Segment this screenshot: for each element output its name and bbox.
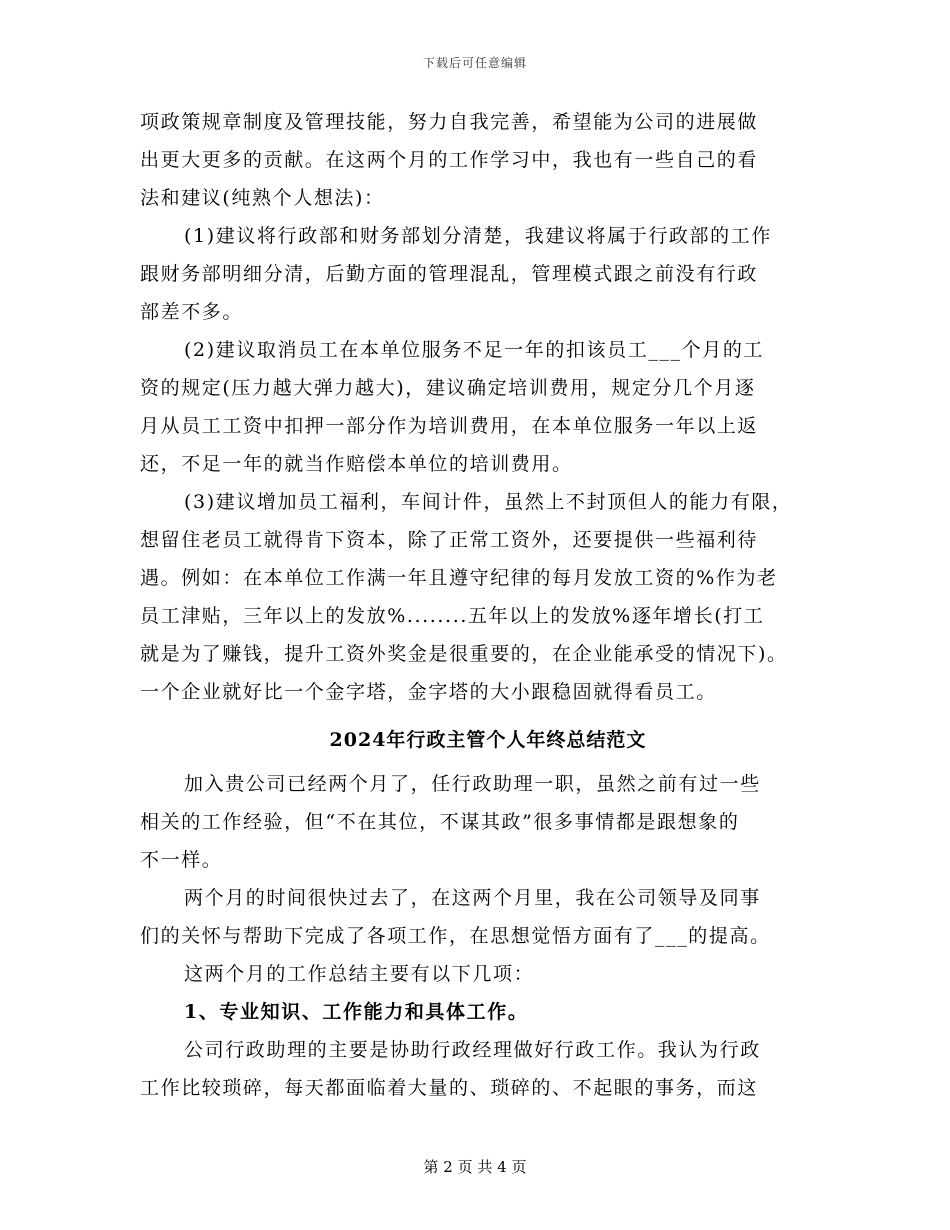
header-note: 下载后可任意编辑 bbox=[422, 56, 527, 70]
text-line: 遇。例如：在本单位工作满一年且遵守纪律的每月发放工资的%作为老 bbox=[140, 567, 778, 589]
text-line: 不一样。 bbox=[140, 849, 223, 871]
text-line: 出更大更多的贡献。在这两个月的工作学习中，我也有一些自己的看 bbox=[140, 149, 759, 171]
section-subheading: 1、专业知识、工作能力和具体工作。 bbox=[184, 1001, 529, 1023]
text-line: (3)建议增加员工福利，车间计件，虽然上不封顶但人的能力有限， bbox=[184, 491, 793, 513]
text-line: 部差不多。 bbox=[140, 301, 244, 323]
text-line: 加入贵公司已经两个月了，任行政助理一职，虽然之前有过一些 bbox=[184, 773, 761, 795]
text-line: 月从员工工资中扣押一部分作为培训费用，在本单位服务一年以上返 bbox=[140, 415, 759, 437]
text-line: 项政策规章制度及管理技能，努力自我完善，希望能为公司的进展做 bbox=[140, 111, 759, 133]
page-body bbox=[140, 103, 812, 1107]
text-line: 两个月的时间很快过去了，在这两个月里，我在公司领导及同事 bbox=[184, 887, 761, 909]
text-line: 还，不足一年的就当作赔偿本单位的培训费用。 bbox=[140, 453, 573, 475]
paragraph-5 bbox=[140, 765, 812, 879]
text-line: 相关的工作经验，但“不在其位，不谋其政”很多事情都是跟想象的 bbox=[140, 811, 740, 833]
paragraph-4 bbox=[140, 483, 812, 711]
paragraph-2 bbox=[140, 217, 812, 331]
text-line: 一个企业就好比一个金字塔，金字塔的大小跟稳固就得看员工。 bbox=[140, 681, 717, 703]
paragraph-1 bbox=[140, 103, 812, 217]
text-line: 资的规定(压力越大弹力越大)，建议确定培训费用，规定分几个月逐 bbox=[140, 377, 756, 399]
text-line: (2)建议取消员工在本单位服务不足一年的扣该员工___个月的工 bbox=[184, 339, 765, 361]
paragraph-8 bbox=[140, 1031, 812, 1107]
paragraph-7 bbox=[140, 955, 812, 993]
text-line: 就是为了赚钱，提升工资外奖金是很重要的，在企业能承受的情况下)。 bbox=[140, 643, 788, 665]
text-line: 员工津贴，三年以上的发放%........五年以上的发放%逐年增长(打工 bbox=[140, 605, 765, 627]
text-line: 法和建议(纯熟个人想法)： bbox=[140, 187, 385, 209]
text-line: 工作比较琐碎，每天都面临着大量的、琐碎的、不起眼的事务，而这 bbox=[140, 1077, 759, 1099]
text-line: 想留住老员工就得肯下资本，除了正常工资外，还要提供一些福利待 bbox=[140, 529, 759, 551]
text-line: (1)建议将行政部和财务部划分清楚，我建议将属于行政部的工作 bbox=[184, 225, 772, 247]
text-line: 跟财务部明细分清，后勤方面的管理混乱，管理模式跟之前没有行政 bbox=[140, 263, 759, 285]
text-line: 这两个月的工作总结主要有以下几项： bbox=[184, 963, 535, 985]
page-footer: 第 2 页 共 4 页 bbox=[423, 1158, 527, 1176]
paragraph-3 bbox=[140, 331, 812, 483]
text-line: 公司行政助理的主要是协助行政经理做好行政工作。我认为行政 bbox=[184, 1039, 761, 1061]
paragraph-6 bbox=[140, 879, 812, 955]
text-line: 们的关怀与帮助下完成了各项工作，在思想觉悟方面有了___的提高。 bbox=[140, 925, 771, 947]
document-title: 2024年行政主管个人年终总结范文 bbox=[329, 729, 647, 751]
